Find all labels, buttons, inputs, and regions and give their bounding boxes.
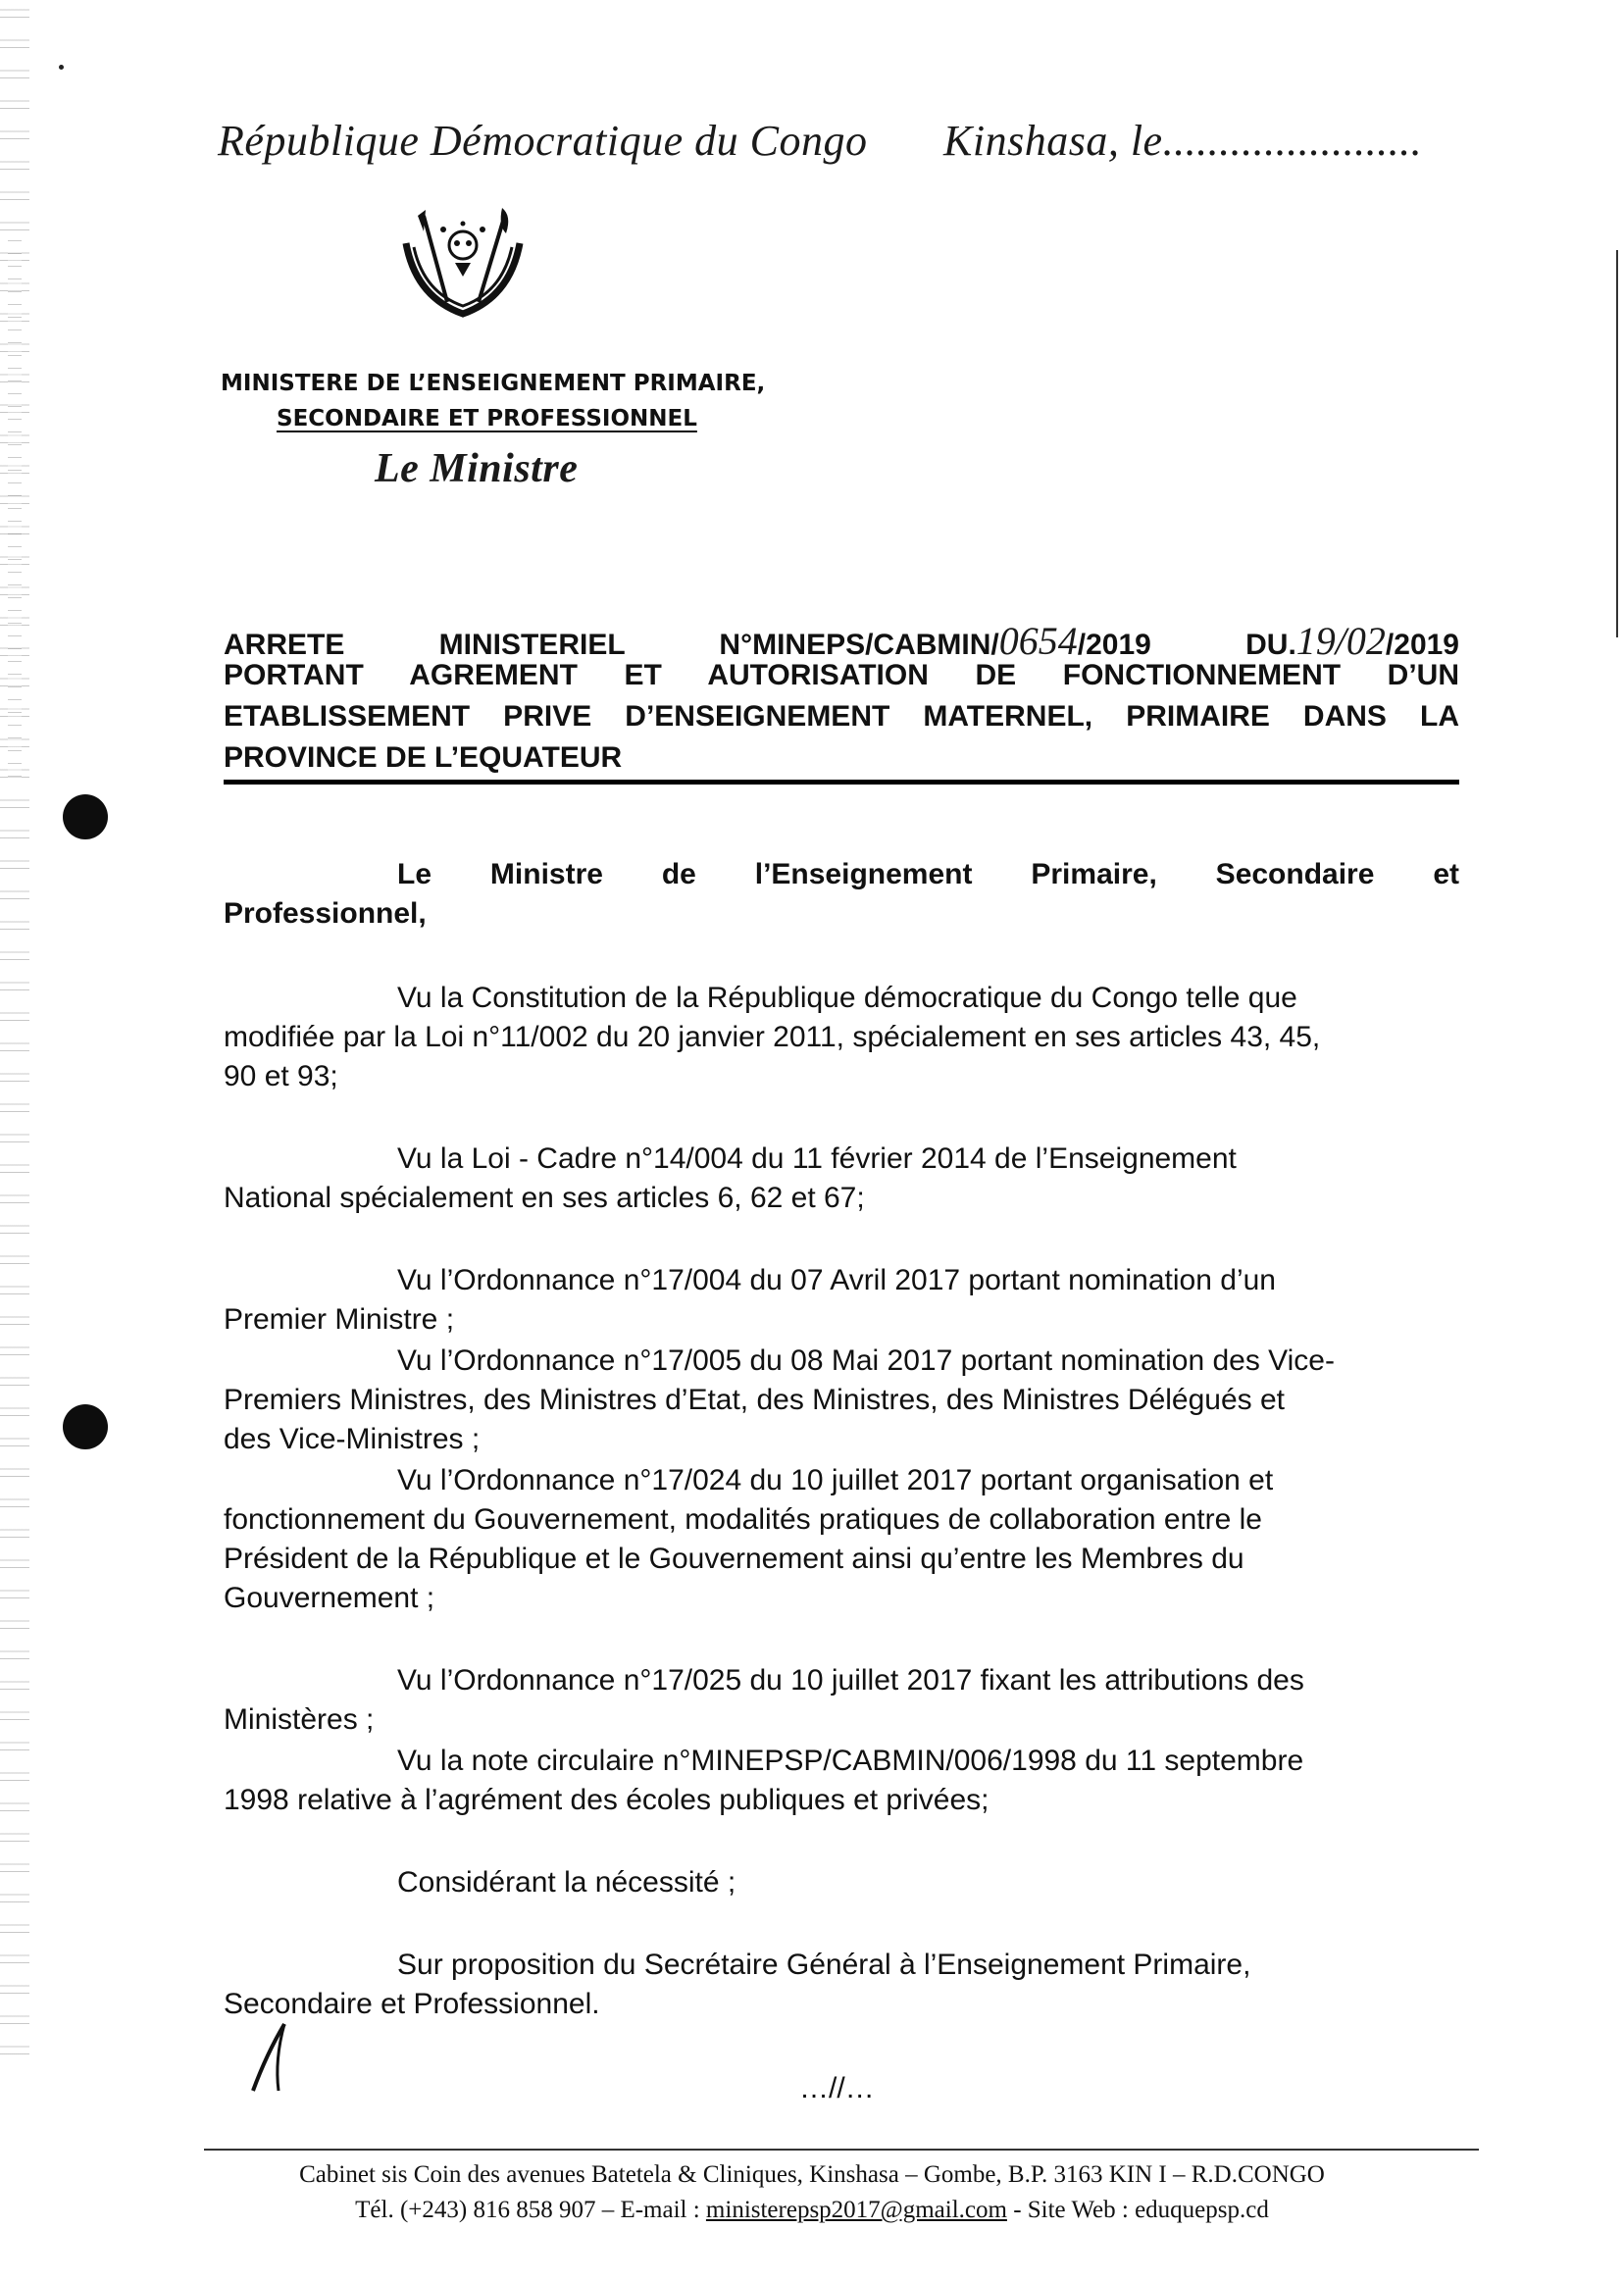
vu-ordonnance-005-line-1: Vu l’Ordonnance n°17/005 du 08 Mai 2017 portant nomination des Vice- xyxy=(397,1344,1335,1377)
vu-ordonnance-024-line-2: fonctionnement du Gouvernement, modalités pratiques de collaboration entre le xyxy=(224,1503,1262,1536)
vu-constitution-line-2: modifiée par la Loi n°11/002 du 20 janvier 2011, spécialement en ses articles 43, 45, xyxy=(224,1021,1321,1053)
handwritten-number: 0654 xyxy=(998,619,1078,663)
title-line-2: PORTANT AGREMENT ET AUTORISATION DE FONCTIONNEMENT D’UN xyxy=(224,659,1459,691)
considerant-line: Considérant la nécessité ; xyxy=(397,1866,736,1899)
title-rule xyxy=(224,780,1459,785)
title-arrete-mid: /2019 DU. xyxy=(1077,629,1296,661)
footer-address: Cabinet sis Coin des avenues Batetela & Cliniques, Kinshasa – Gombe, B.P. 3163 KIN I – R.D.CONGO xyxy=(299,2161,1325,2188)
place-date: Kinshasa, le....................... xyxy=(943,117,1423,165)
initials-mark xyxy=(245,2020,294,2095)
ministry-name-line2: SECONDAIRE ET PROFESSIONNEL xyxy=(277,406,697,431)
right-margin-line xyxy=(1616,250,1618,637)
continuation-mark: …//… xyxy=(799,2072,875,2104)
vu-ordonnance-004-line-2: Premier Ministre ; xyxy=(224,1303,455,1336)
vu-note-circulaire-line-1: Vu la note circulaire n°MINEPSP/CABMIN/006/1998 du 11 septembre xyxy=(397,1745,1304,1777)
intro-line-2: Professionnel, xyxy=(224,897,427,930)
vu-note-circulaire-line-2: 1998 relative à l’agrément des écoles publiques et privées; xyxy=(224,1784,990,1816)
title-line-4: PROVINCE DE L’EQUATEUR xyxy=(224,741,623,774)
vu-ordonnance-025-line-1: Vu l’Ordonnance n°17/025 du 10 juillet 2017 fixant les attributions des xyxy=(397,1664,1304,1697)
ministry-name-line1: MINISTERE DE L’ENSEIGNEMENT PRIMAIRE, xyxy=(221,371,766,396)
vu-constitution-line-3: 90 et 93; xyxy=(224,1060,338,1092)
handwritten-date: 19/02 xyxy=(1295,619,1386,663)
vu-ordonnance-004-line-1: Vu l’Ordonnance n°17/004 du 07 Avril 2017 portant nomination d’un xyxy=(397,1264,1276,1296)
footer-website: - Site Web : eduquepsp.cd xyxy=(1006,2197,1269,2223)
punch-hole-bottom xyxy=(63,1404,108,1449)
title-line-1 xyxy=(224,618,1459,664)
scan-speck xyxy=(59,65,64,70)
title-arrete-suffix: /2019 xyxy=(1385,629,1459,661)
vu-ordonnance-024-line-4: Gouvernement ; xyxy=(224,1582,435,1614)
vu-ordonnance-024-line-3: Président de la République et le Gouvernement ainsi qu’entre les Membres du xyxy=(224,1543,1244,1575)
vu-loi-cadre-line-2: National spécialement en ses articles 6, 62 et 67; xyxy=(224,1182,865,1214)
country-name: République Démocratique du Congo xyxy=(218,117,868,165)
sur-proposition-line-2: Secondaire et Professionnel. xyxy=(224,1988,600,2020)
vu-ordonnance-025-line-2: Ministères ; xyxy=(224,1703,375,1736)
sur-proposition-line-1: Sur proposition du Secrétaire Général à l’Enseignement Primaire, xyxy=(397,1949,1251,1981)
footer-phone: Tél. (+243) 816 858 907 – E-mail : xyxy=(355,2197,706,2223)
footer-rule xyxy=(204,2149,1479,2151)
vu-loi-cadre-line-1: Vu la Loi - Cadre n°14/004 du 11 février 2014 de l’Enseignement xyxy=(397,1142,1237,1175)
footer-email-link[interactable]: ministerepsp2017@gmail.com xyxy=(705,2197,1007,2223)
vu-ordonnance-005-line-3: des Vice-Ministres ; xyxy=(224,1423,481,1455)
title-arrete-prefix: ARRETE MINISTERIEL N°MINEPS/CABMIN/ xyxy=(224,629,999,661)
scan-edge-artifact-dark xyxy=(8,235,22,785)
le-ministre-heading: Le Ministre xyxy=(375,446,579,491)
footer-contact xyxy=(0,2197,1624,2224)
vu-constitution-line-1: Vu la Constitution de la République démocratique du Congo telle que xyxy=(397,982,1297,1014)
vu-ordonnance-005-line-2: Premiers Ministres, des Ministres d’Etat, des Ministres, des Ministres Délégués et xyxy=(224,1384,1286,1416)
vu-ordonnance-024-line-1: Vu l’Ordonnance n°17/024 du 10 juillet 2017 portant organisation et xyxy=(397,1464,1274,1496)
punch-hole-top xyxy=(63,794,108,839)
coat-of-arms-emblem xyxy=(396,204,530,324)
intro-line-1: Le Ministre de l’Enseignement Primaire, Secondaire et xyxy=(397,858,1459,890)
title-line-3: ETABLISSEMENT PRIVE D’ENSEIGNEMENT MATERNEL, PRIMAIRE DANS LA xyxy=(224,700,1459,733)
